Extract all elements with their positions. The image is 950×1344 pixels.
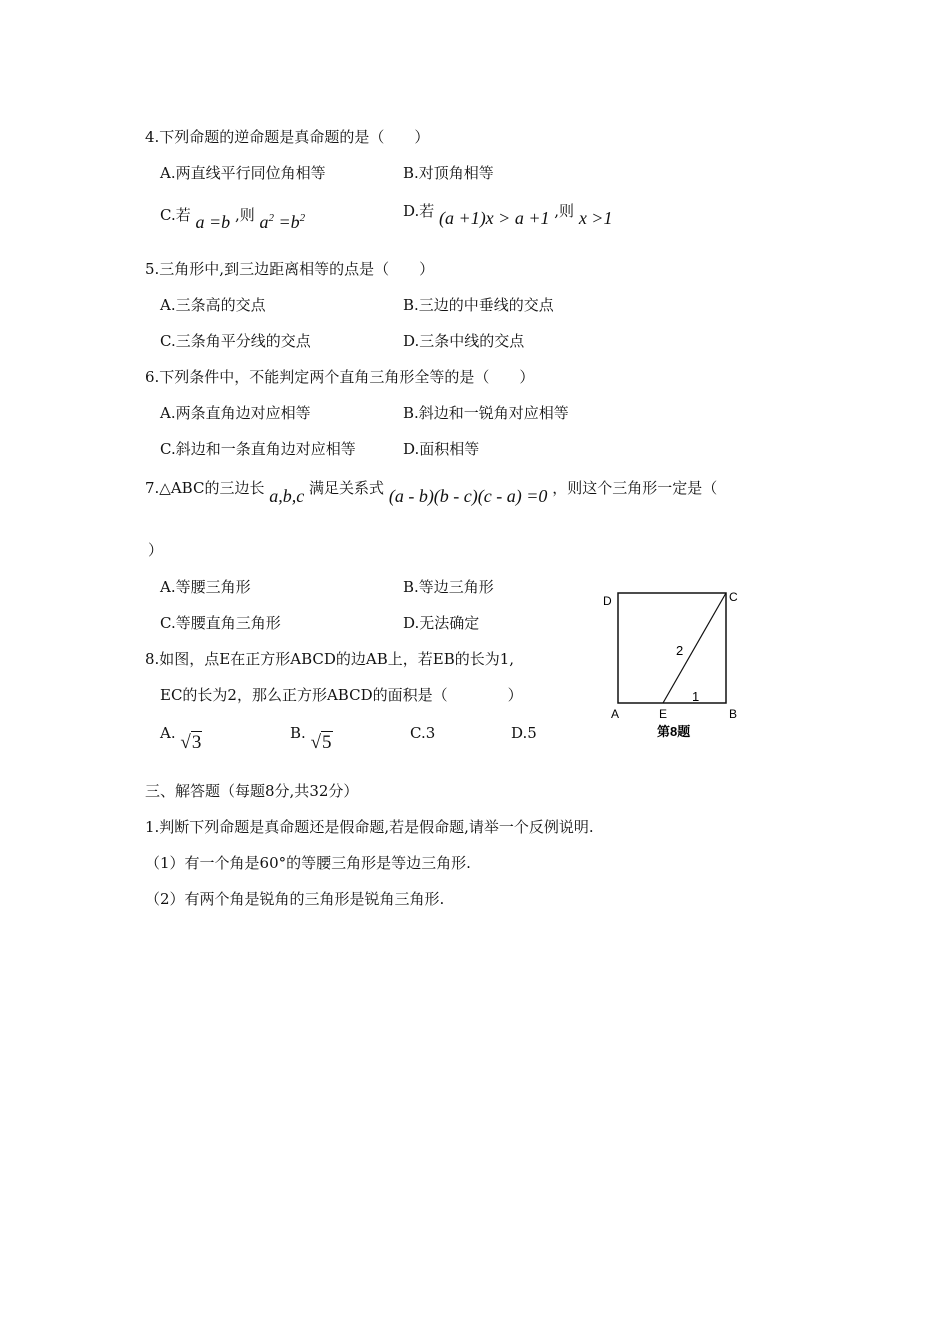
q4-option-c xyxy=(160,200,306,232)
q7-equation: (a - b)(b - c)(c - a) =0 xyxy=(388,486,548,506)
q5-option-b: B.三边的中垂线的交点 xyxy=(403,296,554,314)
q8-stem-line2: EC的长为2，那么正方形ABCD的面积是（ ） xyxy=(160,686,523,704)
q5-option-c: C.三条角平分线的交点 xyxy=(160,332,311,350)
q8-option-c: C.3 xyxy=(410,724,436,742)
q8-stem-line1: 8.如图，点E在正方形ABCD的边AB上，若EB的长为1, xyxy=(145,650,515,668)
q8-figure xyxy=(595,585,755,745)
q5-option-a: A.三条高的交点 xyxy=(160,296,266,314)
q4-c-eq2: $a^2 =b^2$ xyxy=(259,212,306,232)
q7-option-c: C.等腰直角三角形 xyxy=(160,614,281,632)
q7-stem-suffix: ，则这个三角形一定是（ xyxy=(552,479,718,497)
q6-option-a: A.两条直角边对应相等 xyxy=(160,404,311,422)
label-c: C xyxy=(729,590,738,604)
q4-d-prefix: D.若 xyxy=(403,202,435,220)
q6-option-d: D.面积相等 xyxy=(403,440,480,458)
q8-option-d: D.5 xyxy=(511,724,537,742)
q4-d-eq2: x >1 xyxy=(578,208,613,228)
q4-d-eq1: (a +1)x > a +1 xyxy=(439,208,550,228)
section3-q1-part1: （1）有一个角是60°的等腰三角形是等边三角形. xyxy=(145,854,471,872)
q7-vars: a,b,c xyxy=(269,486,305,506)
section3-q1-part2: （2）有两个角是锐角的三角形是锐角三角形. xyxy=(145,890,445,908)
label-ec-length: 2 xyxy=(676,643,684,658)
label-e: E xyxy=(659,707,668,721)
q4-c-prefix: C.若 xyxy=(160,206,191,224)
q4-stem: 4.下列命题的逆命题是真命题的是（ ） xyxy=(145,128,430,146)
label-a: A xyxy=(611,707,620,721)
label-d: D xyxy=(603,594,612,608)
q7-stem xyxy=(145,477,718,506)
q8-a-prefix: A. xyxy=(160,724,176,742)
q7-stem-mid: 满足关系式 xyxy=(309,479,385,497)
q7-stem-prefix: 7.△ABC的三边长 xyxy=(145,479,265,497)
label-eb-length: 1 xyxy=(692,689,700,704)
q7-close-paren: ） xyxy=(148,541,164,559)
q8-b-prefix: B. xyxy=(290,724,306,742)
q7-option-a: A.等腰三角形 xyxy=(160,578,251,596)
q6-option-c: C.斜边和一条直角边对应相等 xyxy=(160,440,356,458)
q5-option-d: D.三条中线的交点 xyxy=(403,332,525,350)
q8-option-b xyxy=(290,723,333,753)
q6-stem: 6.下列条件中，不能判定两个直角三角形全等的是（ ） xyxy=(145,368,535,386)
section3-q1: 1.判断下列命题是真命题还是假命题,若是假命题,请举一个反例说明. xyxy=(145,818,594,836)
q7-option-b: B.等边三角形 xyxy=(403,578,494,596)
segment-ec xyxy=(663,593,726,703)
q4-c-mid: ,则 xyxy=(234,206,255,224)
q4-option-a: A.两直线平行同位角相等 xyxy=(160,164,326,182)
figure-caption: 第8题 xyxy=(657,724,691,739)
q4-d-mid: ,则 xyxy=(554,202,575,220)
q5-stem: 5.三角形中,到三边距离相等的点是（ ） xyxy=(145,260,435,278)
q4-option-b: B.对顶角相等 xyxy=(403,164,494,182)
label-b: B xyxy=(729,707,738,721)
q8-option-a xyxy=(160,723,202,753)
q8-b-sqrt: √5 xyxy=(310,732,332,753)
q4-option-d xyxy=(403,200,613,228)
q7-option-d: D.无法确定 xyxy=(403,614,480,632)
q4-c-eq1: a =b xyxy=(195,212,231,232)
section3-title: 三、解答题（每题8分,共32分） xyxy=(145,782,359,800)
q8-a-sqrt: √3 xyxy=(180,732,202,753)
q6-option-b: B.斜边和一锐角对应相等 xyxy=(403,404,569,422)
